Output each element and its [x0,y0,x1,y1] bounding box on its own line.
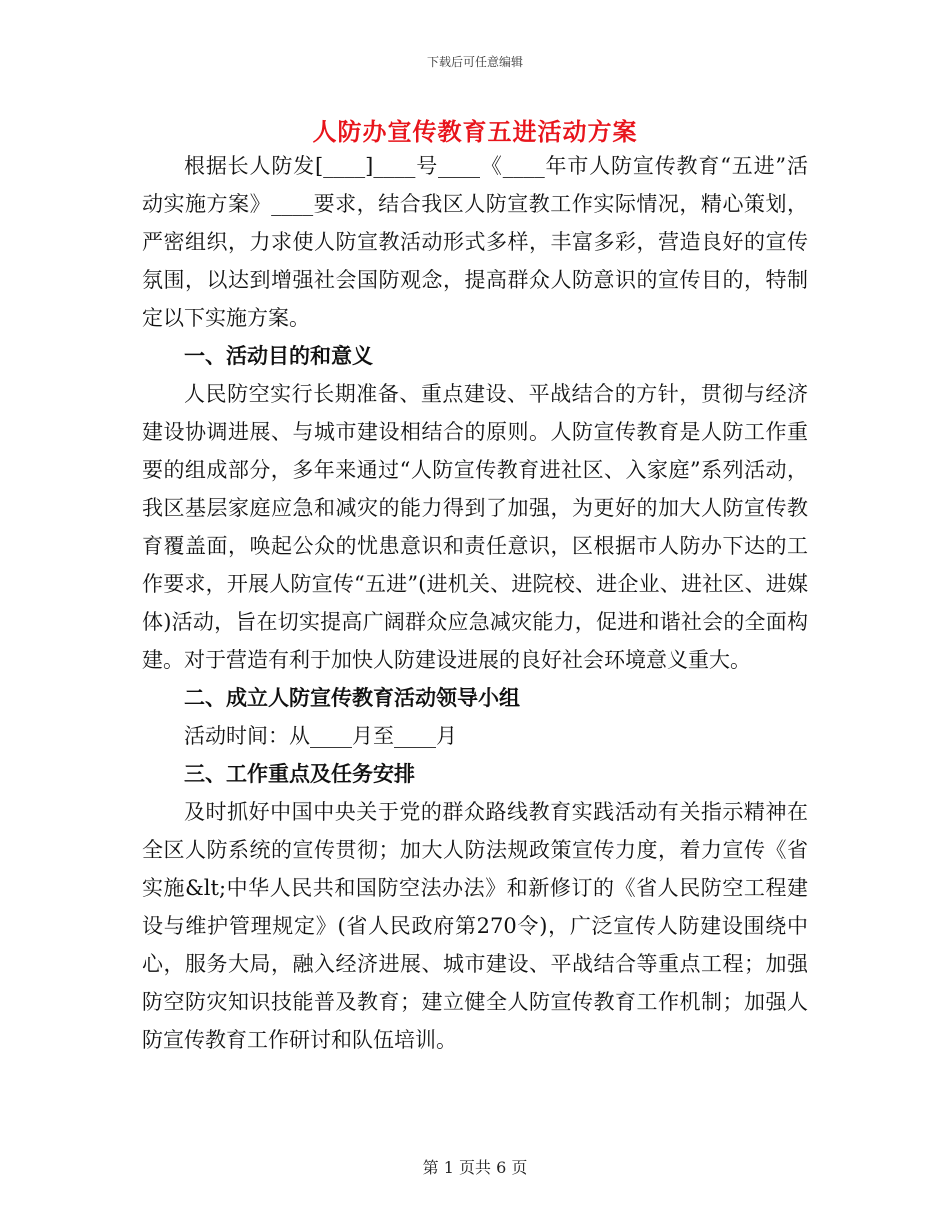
document-body [142,147,808,1059]
section-1-paragraph: 人民防空实行长期准备、重点建设、平战结合的方针，贯彻与经济建设协调进展、与城市建设相结合的原则。人防宣传教育是人防工作重要的组成部分，多年来通过“人防宣传教育进社区、入家庭”系列活动，我区基层家庭应急和减灾的能力得到了加强，为更好的加大人防宣传教育覆盖面，唤起公众的忧患意识和责任意识，区根据市人防办下达的工作要求，开展人防宣传“五进”(进机关、进院校、进企业、进社区、进媒体)活动，旨在切实提高广阔群众应急减灾能力，促进和谐社会的全面构建。对于营造有利于加快人防建设进展的良好社会环境意义重大。 [142,382,808,672]
section-1-heading: 一、活动目的和意义 [184,343,373,368]
page-number-footer: 第 1 页共 6 页 [422,1158,528,1177]
intro-paragraph: 根据长人防发[____]____号____《____年市人防宣传教育“五进”活动实施方案》____要求，结合我区人防宣教工作实际情况，精心策划，严密组织，力求使人防宣教活动形式多样，丰富多彩，营造良好的宣传氛围，以达到增强社会国防观念，提高群众人防意识的宣传目的，特制定以下实施方案。 [142,154,808,330]
document-title: 人防办宣传教育五进活动方案 [312,117,638,146]
header-note: 下载后可任意编辑 [426,55,523,69]
section-2-heading: 二、成立人防宣传教育活动领导小组 [184,685,520,710]
section-2-paragraph: 活动时间：从____月至____月 [184,724,457,748]
section-3-paragraph: 及时抓好中国中央关于党的群众路线教育实践活动有关指示精神在全区人防系统的宣传贯彻；加大人防法规政策宣传力度，着力宣传《省实施&lt;中华人民共和国防空法办法》和新修订的《省人民防空工程建设与维护管理规定》(省人民政府第270令)，广泛宣传人防建设围绕中心，服务大局，融入经济进展、城市建设、平战结合等重点工程；加强防空防灾知识技能普及教育；建立健全人防宣传教育工作机制；加强人防宣传教育工作研讨和队伍培训。 [142,800,808,1052]
section-3-heading: 三、工作重点及任务安排 [184,761,415,786]
